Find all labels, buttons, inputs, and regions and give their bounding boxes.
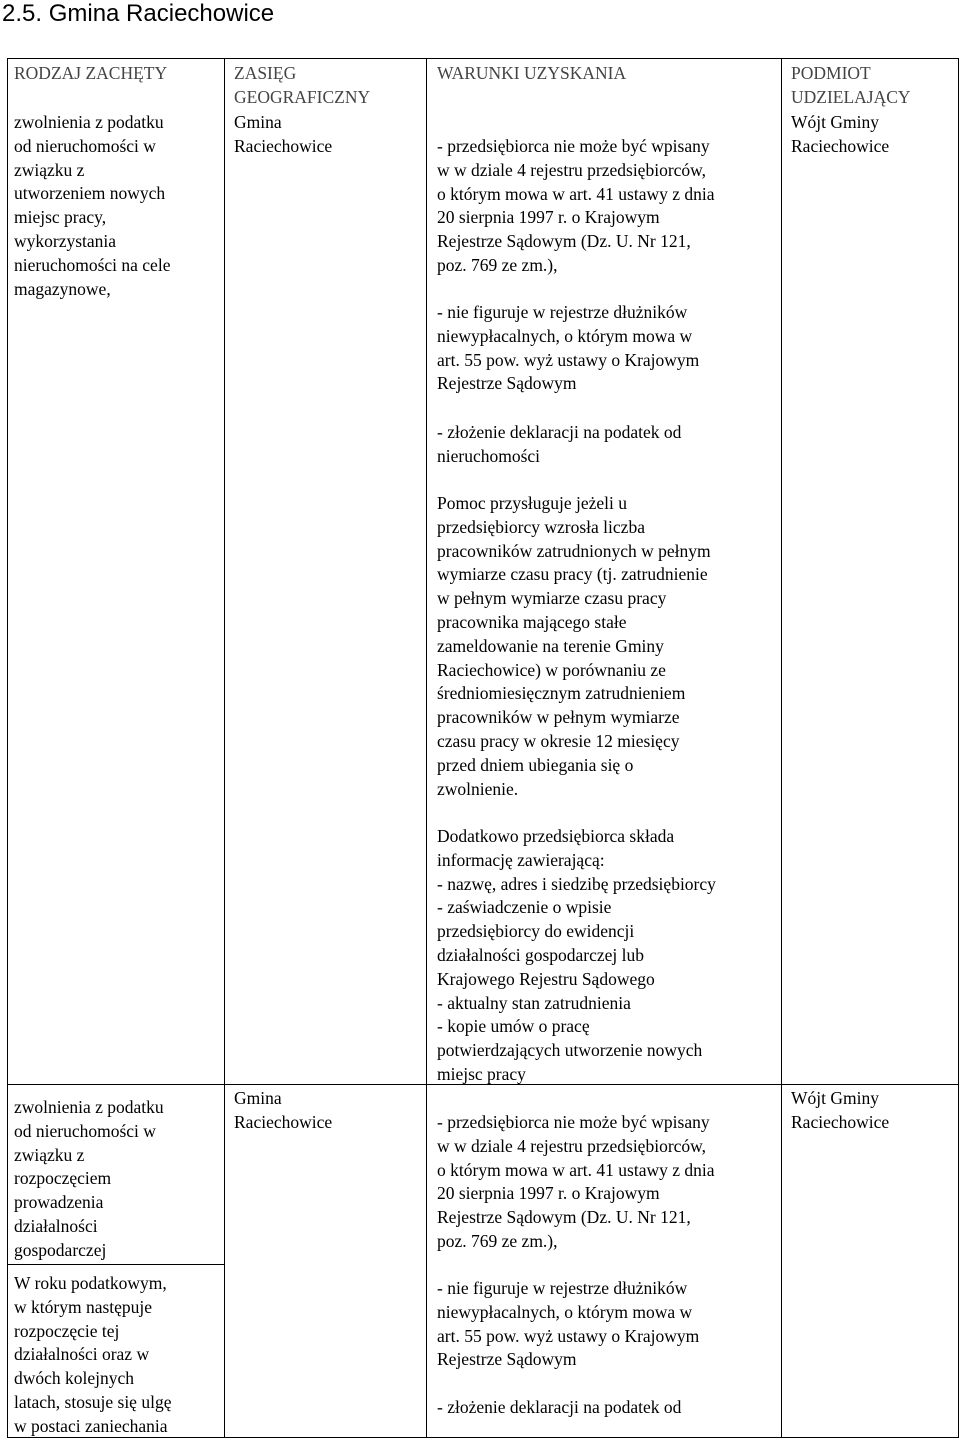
header-rodzaj-zachety: RODZAJ ZACHĘTY bbox=[14, 63, 168, 83]
header-warunki-uzyskania: WARUNKI UZYSKANIA bbox=[437, 63, 627, 83]
row2-rodzaj-opis: W roku podatkowym, w którym następuje rozpoczęcie tej działalności oraz w dwóch kolejnych latach, stosuje się ulgę w postaci zaniechania bbox=[14, 1273, 172, 1436]
row2-warunki-paragraph: - złożenie deklaracji na podatek od bbox=[437, 1397, 682, 1417]
row2-warunki-paragraph: - przedsiębiorca nie może być wpisany w w dziale 4 rejestru przedsiębiorców, o którym mowa w art. 41 ustawy z dnia 20 sierpnia 1997 r. o Krajowym Rejestrze Sądowym (Dz. U. Nr 121, poz. 769 ze zm.), bbox=[437, 1112, 715, 1251]
header-podmiot-udzielajacy: PODMIOT UDZIELAJĄCY bbox=[791, 63, 911, 107]
row2-zasieg: Gmina Raciechowice bbox=[234, 1088, 333, 1132]
row1-warunki-paragraph: - nie figuruje w rejestrze dłużników niewypłacalnych, o którym mowa w art. 55 pow. wyż ustawy o Krajowym Rejestrze Sądowym bbox=[437, 302, 700, 394]
row2-podmiot: Wójt Gminy Raciechowice bbox=[791, 1088, 890, 1132]
row1-warunki-paragraph: - złożenie deklaracji na podatek od nieruchomości bbox=[437, 422, 682, 466]
section-heading: 2.5. Gmina Raciechowice bbox=[2, 0, 275, 27]
row2-warunki-paragraph: - nie figuruje w rejestrze dłużników niewypłacalnych, o którym mowa w art. 55 pow. wyż ustawy o Krajowym Rejestrze Sądowym bbox=[437, 1278, 700, 1370]
table-divider-1 bbox=[224, 58, 225, 1438]
table-divider-2 bbox=[426, 58, 427, 1438]
row2-inner-divider bbox=[7, 1264, 225, 1265]
row2-rodzaj-zachety: zwolnienia z podatku od nieruchomości w związku z rozpoczęciem prowadzenia działalności gospodarczej bbox=[14, 1097, 164, 1260]
row1-podmiot: Wójt Gminy Raciechowice bbox=[791, 112, 890, 156]
row1-zasieg: Gmina Raciechowice bbox=[234, 112, 333, 156]
row1-rodzaj-zachety: zwolnienia z podatku od nieruchomości w związku z utworzeniem nowych miejsc pracy, wykorzystania nieruchomości na cele magazynowe, bbox=[14, 112, 171, 299]
table-border-top bbox=[7, 58, 959, 59]
table-divider-3 bbox=[781, 58, 782, 1438]
row1-warunki-paragraph: Dodatkowo przedsiębiorca składa informację zawierającą: - nazwę, adres i siedzibę przedsiębiorcy - zaświadczenie o wpisie przedsiębiorcy do ewidencji działalności gospodarczej lub Krajowego Rejestru Sądowego - aktualny stan zatrudnienia - kopie umów o pracę potwierdzających utworzenie nowych miejsc pracy bbox=[437, 826, 716, 1084]
row1-warunki-paragraph: Pomoc przysługuje jeżeli u przedsiębiorcy wzrosła liczba pracowników zatrudnionych w pełnym wymiarze czasu pracy (tj. zatrudnienie w pełnym wymiarze czasu pracy pracownika mającego stałe zameldowanie na terenie Gminy Raciechowice) w porównaniu ze średniomiesięcznym zatrudnieniem pracowników w pełnym wymiarze czasu pracy w okresie 12 miesięcy przed dniem ubiegania się o zwolnienie. bbox=[437, 493, 711, 799]
header-zasieg-geograficzny: ZASIĘG GEOGRAFICZNY bbox=[234, 63, 371, 107]
table-border-left bbox=[7, 58, 8, 1438]
table-border-right bbox=[958, 58, 959, 1438]
row1-warunki-paragraph: - przedsiębiorca nie może być wpisany w w dziale 4 rejestru przedsiębiorców, o którym mowa w art. 41 ustawy z dnia 20 sierpnia 1997 r. o Krajowym Rejestrze Sądowym (Dz. U. Nr 121, poz. 769 ze zm.), bbox=[437, 136, 715, 275]
